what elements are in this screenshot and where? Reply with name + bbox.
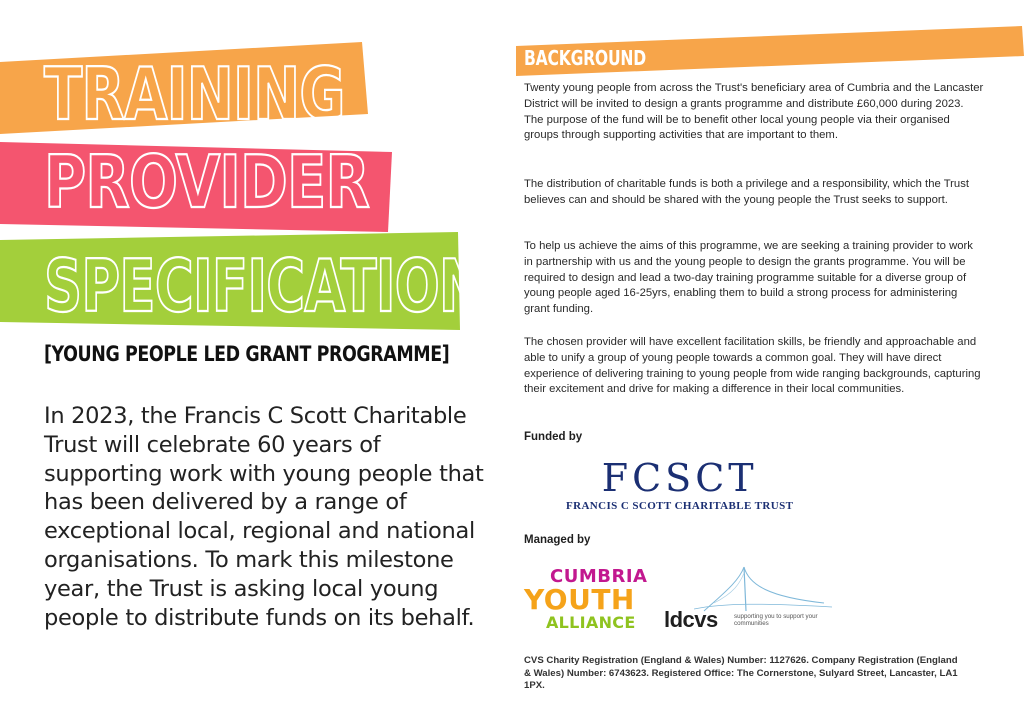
title-line-provider: PROVIDER xyxy=(44,140,370,224)
background-paragraph-3: To help us achieve the aims of this programme, we are seeking a training provider to work in partnership with us and the young people to design the grants programme. You will be required to design and lead a two-day training programme suitable for a diverse group of young people aged 16-25yrs, enabling them to build a strong process for administering grant funding. xyxy=(524,240,973,316)
cya-logo-line-2: YOUTH xyxy=(524,583,635,616)
cya-logo-line-3: ALLIANCE xyxy=(546,613,636,632)
ldcvs-wordmark: ldcvs xyxy=(664,607,718,632)
background-paragraph-2: The distribution of charitable funds is both a privilege and a responsibility, which the Trust believes can and should be shared with the young people the Trust seeks to support. xyxy=(524,178,970,206)
fcsct-logo-name: FRANCIS C SCOTT CHARITABLE TRUST xyxy=(566,500,794,512)
managed-by-label: Managed by xyxy=(524,534,591,546)
ldcvs-tagline: supporting you to support your communities xyxy=(734,613,818,627)
background-paragraph-4: The chosen provider will have excellent facilitation skills, be friendly and approachable and able to unify a group of young people towards a common goal. They will have direct experience of delivering training to young people from wide ranging backgrounds, capturing their excitement and drive for making a difference in their local communities. xyxy=(524,336,981,396)
intro-text: In 2023, the Francis C Scott Charitable Trust will celebrate 60 years of supporting work with young people that has been delivered by a range of exceptional local, regional and national organisations. To mark this milestone year, the Trust is asking local young people to distribute funds on its behalf. xyxy=(44,403,484,631)
funded-by-label: Funded by xyxy=(524,431,583,443)
ldcvs-logo xyxy=(664,563,834,635)
background-paragraph-1: Twenty young people from across the Trust's beneficiary area of Cumbria and the Lancaster District will be invited to design a grants programme and distribute £60,000 during 2023. The purpose of the fund will be to benefit other local young people via their organised groups through supporting activities that are important to them. xyxy=(524,82,984,142)
cya-logo-line-1: CUMBRIA xyxy=(550,566,648,587)
background-heading: BACKGROUND xyxy=(524,46,646,70)
footer-registration: CVS Charity Registration (England & Wales) Number: 1127626. Company Registration (England & Wales) Number: 6743623. Registered Office: The Cornerstone, Sulyard Street, Lancaster, LA1 1PX. xyxy=(524,655,958,692)
title-line-training: TRAINING xyxy=(44,52,345,136)
title-line-specification: SPECIFICATION xyxy=(44,244,483,328)
cumbria-youth-alliance-logo xyxy=(524,566,648,632)
ldcvs-bridge-icon xyxy=(694,563,834,613)
subtitle: [YOUNG PEOPLE LED GRANT PROGRAMME] xyxy=(44,342,450,366)
fcsct-logo xyxy=(566,458,793,512)
fcsct-logo-mark: FCSCT xyxy=(601,456,758,500)
